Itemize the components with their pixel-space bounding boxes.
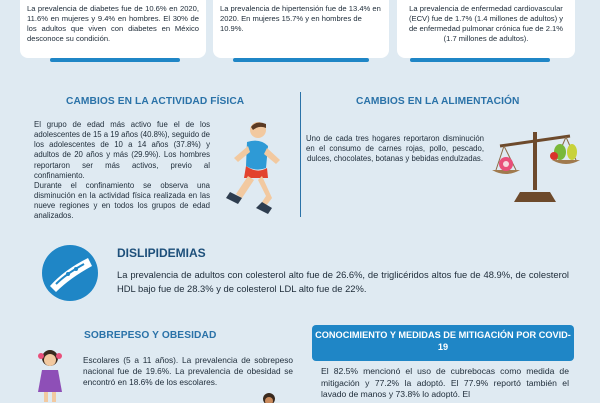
diabetes-card (20, 0, 206, 58)
covid-text: El 82.5% mencionó el uso de cubrebocas como medida de mitigación y 77.2% la adoptó. El 77.9% reportó también el lavado de manos y 73.8% lo adoptó. El (321, 366, 569, 400)
balance-scale-icon (490, 118, 580, 204)
sobrepeso-title: SOBREPESO Y OBESIDAD (84, 330, 217, 341)
card-accent-bar (50, 58, 180, 62)
actividad-paragraph-1: El grupo de edad más activo fue el de los adolescentes de 15 a 19 años (40.8%), seguido de los adolescentes de 10 a 14 años (37.8%) y adultos de 20 años y más (29.9%). Los hombres reportaron ser más activos, previo al confinamiento. (34, 120, 210, 180)
card-accent-bar (233, 58, 369, 62)
actividad-title: CAMBIOS EN LA ACTIVIDAD FÍSICA (66, 96, 245, 107)
covid-title-box (312, 325, 574, 361)
runner-icon (222, 118, 292, 220)
dislipidemias-title: DISLIPIDEMIAS (117, 246, 206, 260)
sobrepeso-text: Escolares (5 a 11 años). La prevalencia de sobrepeso nacional fue de 19.6%. La prevalencia de obesidad se encontró en 18.6% de los escolares. (83, 355, 293, 387)
blood-vessel-icon (40, 244, 100, 302)
hipertension-card (213, 0, 389, 58)
dislipidemias-text: La prevalencia de adultos con colesterol alto fue de 26.6%, de triglicéridos altos fue de 48.9%, de colesterol HDL bajo fue de 28.3% y de colesterol LDL alto fue de 22%. (117, 269, 569, 294)
card-accent-bar (410, 58, 550, 62)
girl-icon (36, 348, 64, 403)
alimentacion-title: CAMBIOS EN LA ALIMENTACIÓN (356, 96, 520, 107)
cardio-card (397, 0, 575, 58)
covid-title: CONOCIMIENTO Y MEDIDAS DE MITIGACIÓN POR COVID-19 (315, 330, 571, 352)
person-icon (262, 392, 276, 403)
section-divider (300, 92, 301, 217)
actividad-text (34, 120, 210, 221)
actividad-paragraph-2: Durante el confinamiento se observa una disminución en la actividad física realizada en las nueve regiones y en todos los grupos de edad analizados. (34, 180, 210, 221)
alimentacion-text: Uno de cada tres hogares reportaron disminución en el consumo de carnes rojas, pollo, pescado, dulces, chocolates, botanas y bebidas endulzadas. (306, 134, 484, 164)
diabetes-text: La prevalencia de diabetes fue de 10.6% en 2020, 11.6% en mujeres y 9.4% en hombres. El 30% de los adultos que viven con diabetes en México desconoce su condición. (27, 4, 199, 44)
cardio-text: La prevalencia de enfermedad cardiovascular (ECV) fue de 1.7% (1.4 millones de adultos) y de enfermedad pulmonar crónica fue de 2.1% (1.7 millones de adultos). (408, 4, 564, 44)
hipertension-text: La prevalencia de hipertensión fue de 13.4% en 2020. En mujeres 15.7% y en hombres de 10.9%. (220, 4, 381, 34)
